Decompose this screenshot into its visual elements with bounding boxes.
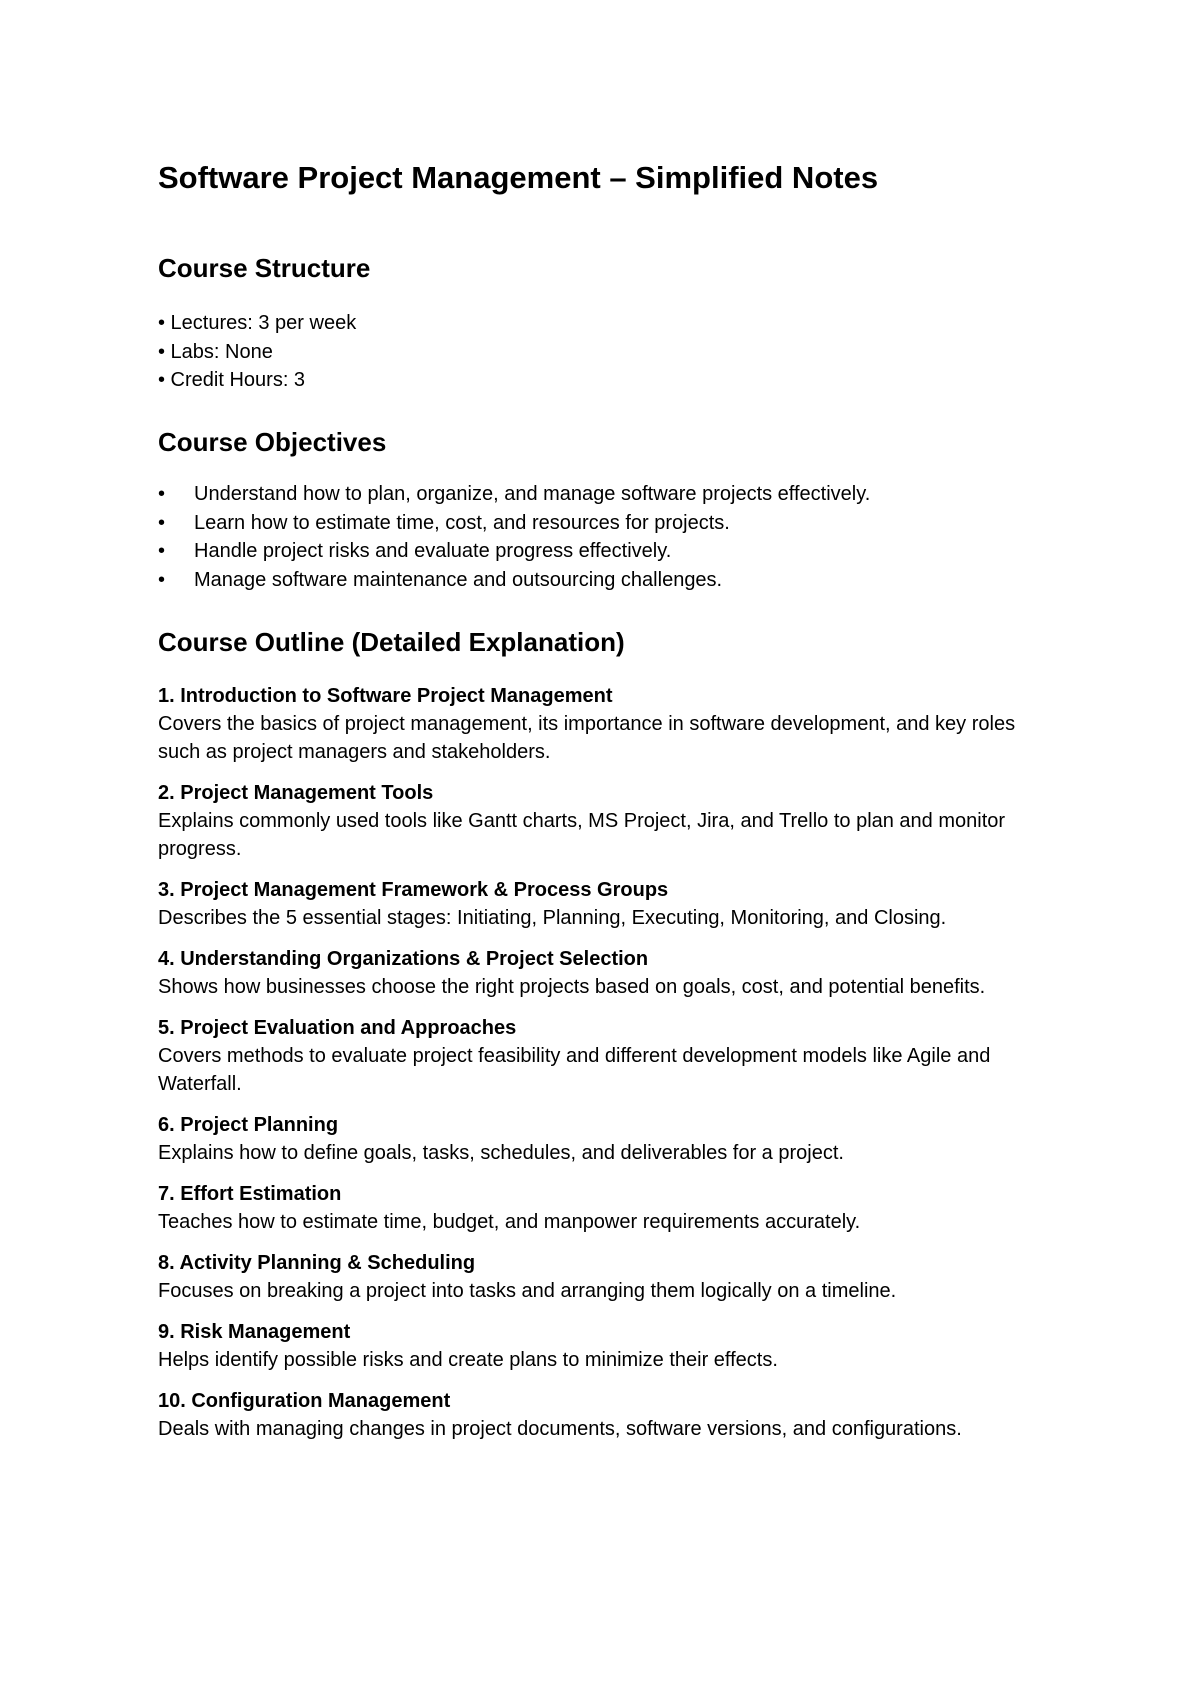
list-item-text: Handle project risks and evaluate progress effectively. xyxy=(194,540,672,562)
outline-item xyxy=(158,682,1058,766)
outline-item-title: 6. Project Planning xyxy=(158,1114,339,1136)
list-item xyxy=(158,509,870,538)
list-item: • Credit Hours: 3 xyxy=(158,369,306,391)
outline-item-title: 7. Effort Estimation xyxy=(158,1183,342,1205)
outline-item-description: Covers the basics of project management, its importance in software development, and key roles such as project managers and stakeholders. xyxy=(158,713,1016,763)
outline-item xyxy=(158,1014,1058,1098)
outline-item xyxy=(158,1387,1058,1443)
outline-item-description: Describes the 5 essential stages: Initiating, Planning, Executing, Monitoring, and Closing. xyxy=(158,907,947,929)
outline-item xyxy=(158,945,1058,1001)
outline-item-description: Helps identify possible risks and create plans to minimize their effects. xyxy=(158,1349,778,1371)
course-outline-heading: Course Outline (Detailed Explanation) xyxy=(158,627,625,657)
bullet-icon: • xyxy=(158,483,166,505)
course-structure-list xyxy=(158,309,356,395)
outline-item-description: Shows how businesses choose the right projects based on goals, cost, and potential benefits. xyxy=(158,976,986,998)
outline-item xyxy=(158,1180,1058,1236)
course-objectives-heading: Course Objectives xyxy=(158,427,387,457)
list-item xyxy=(158,537,870,566)
outline-item-title: 9. Risk Management xyxy=(158,1321,351,1343)
outline-item-description: Covers methods to evaluate project feasibility and different development models like Agile and Waterfall. xyxy=(158,1045,991,1095)
outline-item xyxy=(158,1318,1058,1374)
course-objectives-list xyxy=(158,480,870,594)
outline-item-title: 1. Introduction to Software Project Management xyxy=(158,685,613,707)
list-item xyxy=(158,480,870,509)
bullet-icon: • xyxy=(158,568,166,591)
list-item xyxy=(158,566,870,595)
bullet-icon: • xyxy=(158,511,166,534)
outline-item xyxy=(158,876,1058,932)
list-item: • Labs: None xyxy=(158,340,273,363)
list-item-text: Understand how to plan, organize, and manage software projects effectively. xyxy=(194,483,871,505)
outline-item-title: 3. Project Management Framework & Process Groups xyxy=(158,879,669,901)
bullet-icon: • xyxy=(158,540,166,562)
outline-item-description: Focuses on breaking a project into tasks and arranging them logically on a timeline. xyxy=(158,1280,897,1302)
outline-item xyxy=(158,779,1058,863)
outline-item-description: Explains how to define goals, tasks, schedules, and deliverables for a project. xyxy=(158,1142,844,1164)
outline-item-description: Deals with managing changes in project documents, software versions, and configurations. xyxy=(158,1418,962,1440)
course-outline-list xyxy=(158,682,1058,1456)
outline-item-title: 10. Configuration Management xyxy=(158,1390,451,1412)
outline-item xyxy=(158,1111,1058,1167)
outline-item-description: Explains commonly used tools like Gantt charts, MS Project, Jira, and Trello to plan and monitor progress. xyxy=(158,810,1006,860)
outline-item-title: 8. Activity Planning & Scheduling xyxy=(158,1252,476,1274)
outline-item-title: 2. Project Management Tools xyxy=(158,782,434,804)
outline-item xyxy=(158,1249,1058,1305)
course-structure-heading: Course Structure xyxy=(158,253,371,283)
outline-item-title: 5. Project Evaluation and Approaches xyxy=(158,1017,517,1039)
outline-item-description: Teaches how to estimate time, budget, and manpower requirements accurately. xyxy=(158,1211,861,1233)
page-title: Software Project Management – Simplified Notes xyxy=(158,160,879,195)
list-item-text: Manage software maintenance and outsourcing challenges. xyxy=(194,568,723,591)
outline-item-title: 4. Understanding Organizations & Project Selection xyxy=(158,948,649,970)
list-item: • Lectures: 3 per week xyxy=(158,312,357,334)
list-item-text: Learn how to estimate time, cost, and resources for projects. xyxy=(194,511,730,534)
